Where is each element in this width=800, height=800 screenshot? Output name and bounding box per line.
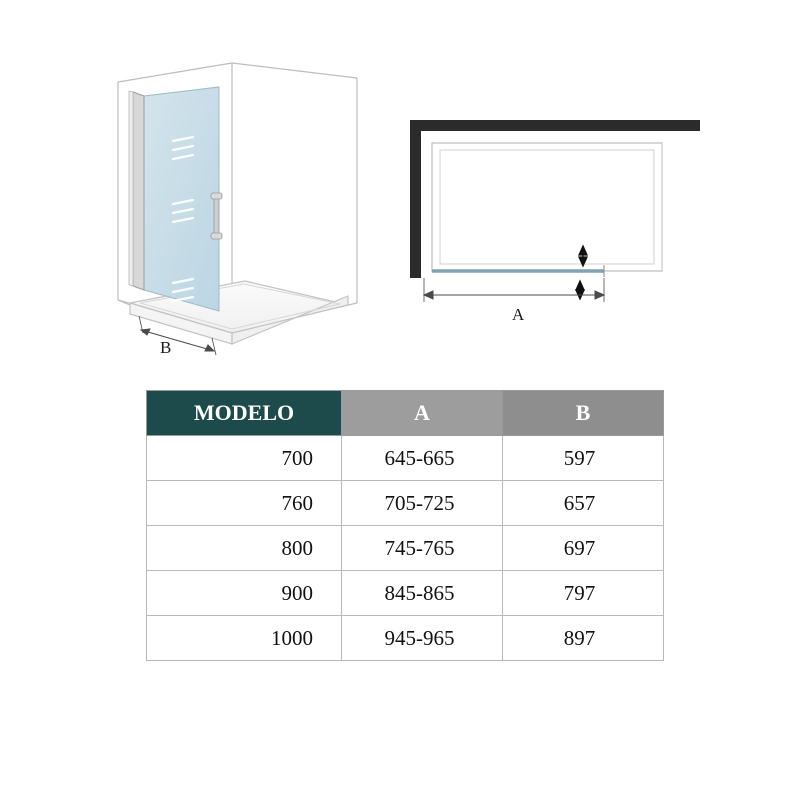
cell-b: 597 (503, 436, 664, 481)
technical-drawing (0, 0, 800, 375)
cell-a: 945-965 (342, 616, 503, 661)
top-view-group (410, 120, 700, 302)
cell-modelo: 760 (147, 481, 342, 526)
cell-a: 645-665 (342, 436, 503, 481)
cell-b: 897 (503, 616, 664, 661)
table-row (147, 481, 664, 526)
cell-modelo: 900 (147, 571, 342, 616)
table-row (147, 526, 664, 571)
table-header-a: A (342, 391, 503, 436)
cell-b: 797 (503, 571, 664, 616)
perspective-view-group (118, 62, 358, 355)
cell-modelo: 700 (147, 436, 342, 481)
table-row (147, 436, 664, 481)
cell-modelo: 1000 (147, 616, 342, 661)
cell-modelo: 800 (147, 526, 342, 571)
table-row (147, 616, 664, 661)
table-header-modelo: MODELO (147, 391, 342, 436)
cell-a: 745-765 (342, 526, 503, 571)
specification-table (146, 390, 664, 661)
dimension-label-b: B (160, 338, 172, 357)
dimension-label-a: A (512, 305, 525, 324)
cell-a: 845-865 (342, 571, 503, 616)
cell-a: 705-725 (342, 481, 503, 526)
cell-b: 657 (503, 481, 664, 526)
table-header-row (147, 391, 664, 436)
table-body (147, 436, 664, 661)
diagram-area (0, 0, 800, 375)
table-row (147, 571, 664, 616)
table-header-b: B (503, 391, 664, 436)
cell-b: 697 (503, 526, 664, 571)
